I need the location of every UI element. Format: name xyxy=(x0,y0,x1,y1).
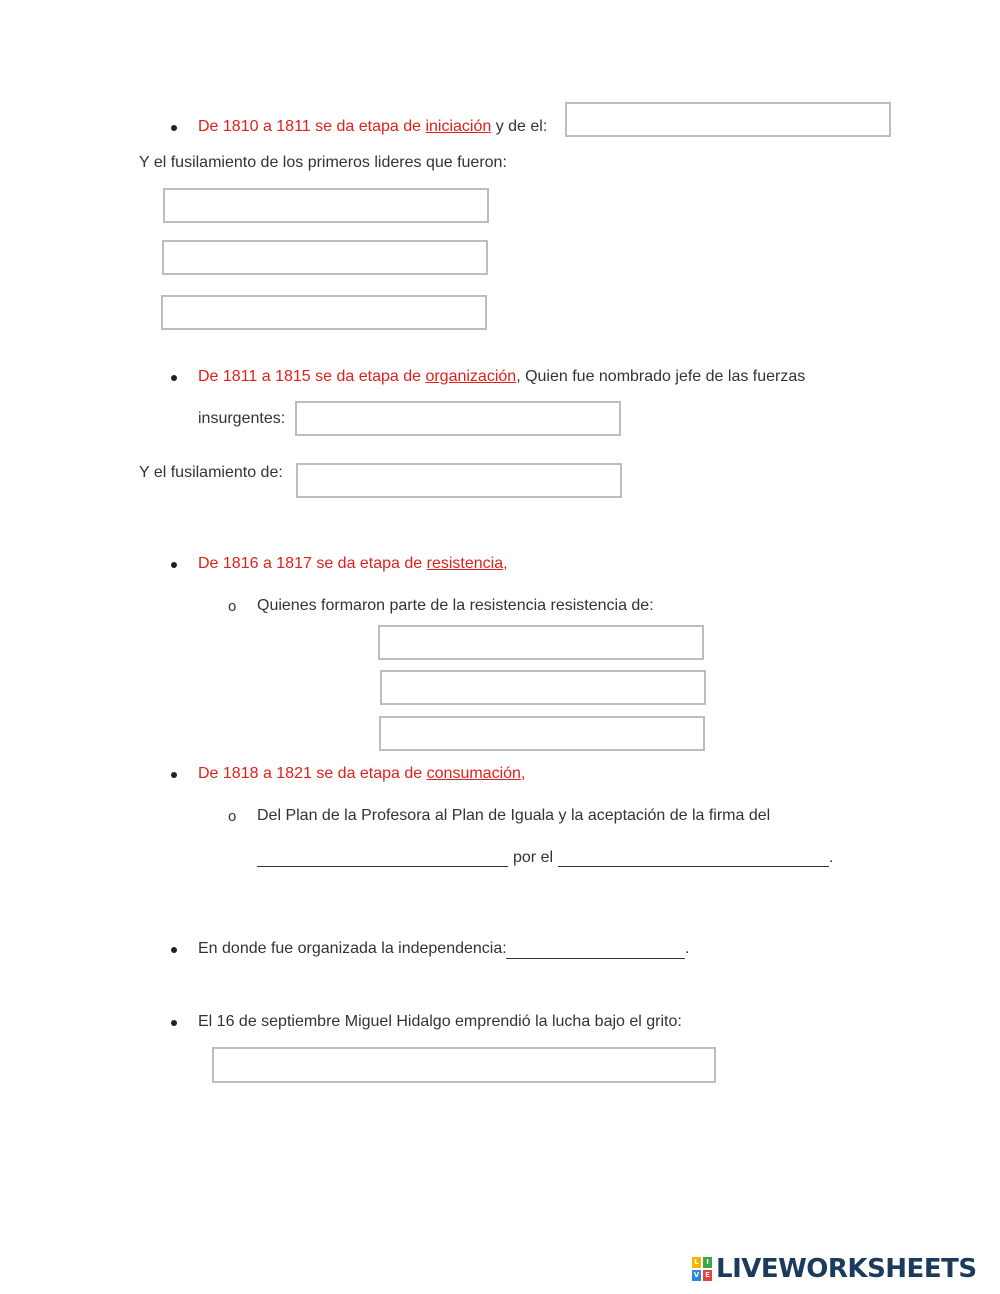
section2-followup: Y el fusilamiento de: xyxy=(139,464,283,481)
section3-sub-text: Quienes formaron parte de la resistencia resistencia de: xyxy=(257,597,654,614)
bullet-4 xyxy=(171,772,177,778)
section3-red-text: De 1816 a 1817 se da etapa de xyxy=(198,555,427,572)
section2-tail: , Quien fue nombrado jefe de las fuerzas xyxy=(516,368,806,385)
section6-text: El 16 de septiembre Miguel Hidalgo emprendió la lucha bajo el grito: xyxy=(198,1013,682,1030)
answer-box-1[interactable] xyxy=(565,102,891,137)
section3-keyword: resistencia xyxy=(426,555,504,572)
answer-box-5[interactable] xyxy=(295,401,621,436)
liveworksheets-logo-icon xyxy=(692,1257,712,1281)
answer-box-10[interactable] xyxy=(212,1047,716,1083)
bullet-1 xyxy=(171,125,177,131)
answer-box-7[interactable] xyxy=(378,625,704,660)
blank-line-2[interactable] xyxy=(558,866,829,867)
section1-keyword: iniciación xyxy=(425,118,492,135)
blank-line-3[interactable] xyxy=(506,958,685,959)
blank-line-1[interactable] xyxy=(257,866,508,867)
logo-tile-l: L xyxy=(692,1257,701,1268)
section2-tail2: insurgentes: xyxy=(198,410,286,427)
logo-tile-v: V xyxy=(693,1271,700,1279)
section4-sub-marker: o xyxy=(228,808,237,825)
answer-box-8[interactable] xyxy=(380,670,706,705)
section2-line xyxy=(198,368,805,386)
section4-end: . xyxy=(829,849,834,866)
bullet-2 xyxy=(171,375,177,381)
answer-box-4[interactable] xyxy=(161,295,487,330)
section1-line xyxy=(198,118,547,136)
section4-middle: por el xyxy=(513,849,554,866)
section4-tail: , xyxy=(520,765,526,782)
section1-red-text: De 1810 a 1811 se da etapa de xyxy=(198,118,426,135)
section2-keyword: organización xyxy=(425,368,517,385)
section3-line xyxy=(198,555,508,573)
section4-sub-text: Del Plan de la Profesora al Plan de Iguala y la aceptación de la firma del xyxy=(257,807,771,824)
section3-sub-marker: o xyxy=(228,598,237,615)
bullet-6 xyxy=(171,1020,177,1026)
answer-box-6[interactable] xyxy=(296,463,622,498)
liveworksheets-logo xyxy=(692,1255,977,1283)
liveworksheets-logo-text: LIVEWORKSHEETS xyxy=(716,1254,977,1284)
logo-tile-e: E xyxy=(703,1270,712,1281)
bullet-5 xyxy=(171,947,177,953)
bullet-3 xyxy=(171,562,177,568)
answer-box-2[interactable] xyxy=(163,188,489,223)
answer-box-3[interactable] xyxy=(162,240,488,275)
section1-tail: y de el: xyxy=(491,118,548,135)
section4-line xyxy=(198,765,525,783)
section5-end: . xyxy=(685,940,690,957)
section5-text: En donde fue organizada la independencia: xyxy=(198,940,507,957)
section4-keyword: consumación xyxy=(426,765,521,782)
section3-tail: , xyxy=(503,555,508,572)
section2-red-text: De 1811 a 1815 se da etapa de xyxy=(198,368,426,385)
section1-followup: Y el fusilamiento de los primeros lideres que fueron: xyxy=(139,154,507,171)
logo-tile-i: I xyxy=(703,1257,712,1268)
section4-red-text: De 1818 a 1821 se da etapa de xyxy=(198,765,427,782)
answer-box-9[interactable] xyxy=(379,716,705,751)
